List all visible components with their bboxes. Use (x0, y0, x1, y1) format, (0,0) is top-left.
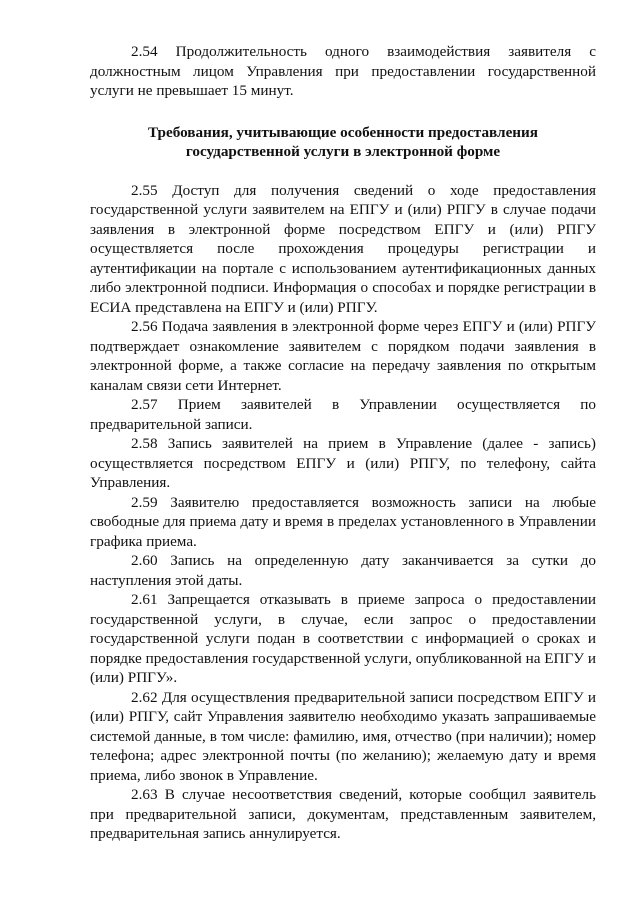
paragraph-text: Запись на определенную дату заканчивается за сутки до наступления этой даты. (90, 552, 597, 589)
paragraph-2-55 (90, 181, 596, 318)
paragraph-text: Подача заявления в электронной форме через ЕПГУ и (или) РПГУ подтверждает ознакомление заявителем с порядком подачи заявления в электронной форме, а также согласие на передачу заявления по открытым каналам связи сети Интернет. (90, 318, 597, 394)
paragraph-2-57 (90, 395, 596, 434)
paragraph-2-59 (90, 493, 596, 552)
paragraph-number: 2.60 (131, 552, 158, 569)
paragraph-number: 2.54 (131, 43, 158, 60)
paragraph-text: Продолжительность одного взаимодействия заявителя с должностным лицом Управления при предоставлении государственной услуги не превышает 15 минут. (90, 43, 597, 99)
paragraph-text: В случае несоответствия сведений, которые сообщил заявитель при предварительной записи, документам, представленным заявителем, предварительная запись аннулируется. (90, 786, 597, 842)
paragraph-2-63 (90, 785, 596, 844)
paragraph-text: Запись заявителей на прием в Управление (далее - запись) осуществляется посредством ЕПГУ и (или) РПГУ, по телефону, сайта Управления. (90, 435, 596, 491)
paragraph-text: Прием заявителей в Управлении осуществляется по предварительной записи. (90, 396, 597, 433)
paragraph-number: 2.61 (131, 591, 158, 608)
paragraph-number: 2.55 (131, 181, 158, 199)
paragraph-number: 2.56 (131, 318, 158, 335)
paragraph-number: 2.57 (131, 396, 158, 413)
paragraph-text: Заявителю предоставляется возможность записи на любые свободные для приема дату и время в пределах установленного в Управлении графика приема. (90, 493, 597, 550)
section-heading: Требования, учитывающие особенности предоставления государственной услуги в электронной форме (147, 123, 539, 160)
paragraph-2-56 (90, 317, 596, 395)
paragraph-number: 2.59 (131, 493, 158, 511)
paragraph-text: Запрещается отказывать в приеме запроса о предоставлении государственной услуги, в случае, если запрос о предоставлении государственной услуги подан в соответствии с информацией о сроках и порядке предоставления государственной услуги, опубликованной на ЕПГУ и (или) РПГУ». (90, 591, 597, 686)
paragraph-text: Для осуществления предварительной записи посредством ЕПГУ и (или) РПГУ, сайт Управления заявителю необходимо указать запрашиваемые системой данные, в том числе: фамилию, имя, отчество (при наличии); номер телефона; адрес электронной почты (по желанию); желаемую дату и время приема, либо звонок в Управление. (90, 688, 597, 784)
paragraph-number: 2.62 (131, 688, 158, 706)
paragraph-2-54 (90, 42, 596, 101)
paragraph-number: 2.58 (131, 435, 158, 452)
paragraph-2-61 (90, 590, 596, 688)
paragraph-number: 2.63 (131, 786, 158, 803)
paragraph-2-58 (90, 434, 596, 493)
paragraph-text: Доступ для получения сведений о ходе предоставления государственной услуги заявителем на ЕПГУ и (или) РПГУ в случае подачи заявления в электронной форме посредством ЕПГУ и (или) РПГУ осуществляется после прохождения процедуры регистрации и аутентификации на портале с использованием аутентификационных данных либо электронной подписи. Информация о способах и порядке регистрации в ЕСИА представлена на ЕПГУ и (или) РПГУ. (90, 181, 596, 316)
paragraph-2-60 (90, 551, 596, 590)
document-body (90, 42, 596, 844)
paragraph-2-62 (90, 688, 596, 786)
